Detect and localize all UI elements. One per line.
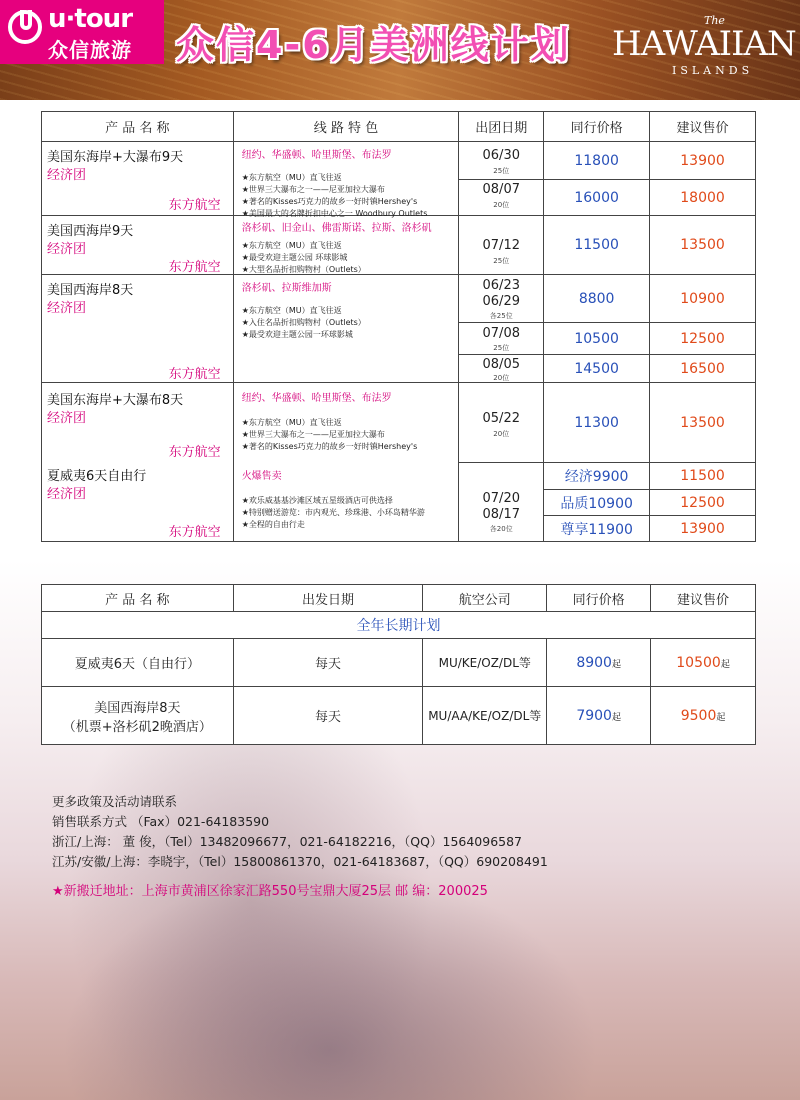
seat-count: 25位 (493, 257, 510, 265)
table-row[interactable] (42, 639, 756, 687)
product-name-cell (42, 687, 234, 745)
departure-date: 08/17 (482, 507, 520, 522)
feature-title: 洛杉矶、旧金山、佛雷斯诺、拉斯、洛杉矶 (241, 223, 432, 234)
product-airline: 东方航空 (168, 260, 221, 275)
seat-count: 25位 (493, 167, 510, 175)
seat-count: 20位 (493, 201, 510, 209)
price-suffix: 起 (611, 712, 621, 723)
date-cell (459, 275, 544, 323)
price-suffix: 起 (611, 659, 621, 670)
table-row[interactable] (42, 142, 756, 180)
date-cell (459, 142, 544, 180)
product-name-cell (42, 142, 234, 216)
table-header-row (42, 112, 756, 142)
product-title: 美国西海岸8天 (94, 700, 181, 716)
departure-date: 07/12 (482, 238, 520, 253)
feature-line: ★大型名品折扣购物村（Outlets） (241, 265, 366, 274)
group-tour-table (41, 111, 756, 542)
product-name-cell (42, 275, 234, 383)
product-airline: 东方航空 (168, 198, 221, 213)
retail-price: 13500 (650, 383, 756, 463)
section-row (42, 612, 756, 639)
product-name-cell (42, 216, 234, 275)
peer-price: 11300 (544, 383, 650, 463)
feature-line: ★全程的自由行走 (241, 519, 305, 529)
header-banner (0, 0, 800, 100)
retail-price: 13900 (650, 142, 756, 180)
table-row[interactable] (42, 463, 756, 490)
peer-price: 8900 (576, 654, 612, 671)
retail-price-cell (651, 639, 756, 687)
departure-date: 08/05 (482, 357, 520, 372)
feature-line: ★美国最大的名牌折扣中心之一 Woodbury Outlets (241, 209, 428, 218)
product-subtitle: （机票+洛杉矶2晚酒店） (62, 719, 212, 735)
seat-count: 各20位 (489, 525, 513, 533)
peer-price-cell (547, 687, 651, 745)
feature-line: ★东方航空（MU）直飞往返 (241, 306, 342, 315)
hawaii-logo-the: The (704, 14, 725, 27)
retail-price: 13900 (650, 516, 756, 542)
product-title: 美国西海岸9天 (47, 224, 134, 239)
contact-jiangsu: 江苏/安徽/上海：李晓宇，（Tel）15800861370，021-64183687，（QQ）690208491 (52, 854, 548, 869)
col-header-departure: 出发日期 (233, 585, 423, 612)
col-header-peer-price: 同行价格 (547, 585, 651, 612)
feature-line: ★欢乐威基基沙滩区域五星级酒店可供选择 (241, 495, 393, 505)
peer-price-tier: 尊享11900 (544, 516, 650, 542)
product-name-cell (42, 639, 234, 687)
table-row[interactable] (42, 275, 756, 323)
table-header-row (42, 585, 756, 612)
col-header-product: 产 品 名 称 (42, 112, 234, 142)
feature-cell (233, 463, 459, 542)
long-term-plan-table (41, 584, 756, 745)
section-title: 全年长期计划 (42, 612, 756, 639)
feature-line: ★世界三大瀑布之一——尼亚加拉大瀑布 (241, 185, 385, 194)
contact-zhejiang: 浙江/上海： 董 俊，（Tel）13482096677，021-64182216，（QQ）1564096587 (52, 834, 523, 849)
feature-cell (233, 216, 459, 275)
feature-title: 纽约、华盛顿、哈里斯堡、布法罗 (241, 150, 392, 161)
product-name-cell (42, 463, 234, 542)
feature-line: ★特别赠送游览：市内观光、珍珠港、小环岛精华游 (241, 507, 425, 517)
hawaiian-islands-logo (612, 14, 796, 84)
feature-line: ★世界三大瀑布之一——尼亚加拉大瀑布 (241, 430, 385, 439)
retail-price: 13500 (650, 216, 756, 275)
contact-intro: 更多政策及活动请联系 (52, 794, 178, 809)
feature-line: ★东方航空（MU）直飞往返 (241, 241, 342, 250)
feature-title: 火爆售卖 (241, 470, 282, 482)
feature-title: 洛杉矶、拉斯维加斯 (241, 283, 332, 294)
airline-cell: MU/AA/KE/OZ/DL等 (423, 687, 547, 745)
retail-price: 10900 (650, 275, 756, 323)
product-type: 经济团 (47, 168, 87, 183)
contact-fax: 销售联系方式 （Fax）021-64183590 (52, 814, 270, 829)
product-title: 美国西海岸8天 (47, 283, 134, 298)
new-address: ★新搬迁地址：上海市黄浦区徐家汇路550号宝鼎大厦25层 邮 编：200025 (52, 884, 488, 899)
product-airline: 东方航空 (168, 367, 221, 382)
departure-date: 05/22 (482, 411, 520, 426)
date-cell (459, 180, 544, 216)
date-cell (459, 463, 544, 542)
feature-line: ★著名的Kisses巧克力的故乡一好时镇Hershey's (241, 442, 418, 451)
date-cell (459, 323, 544, 355)
utour-logo[interactable] (0, 0, 164, 64)
table-row[interactable] (42, 687, 756, 745)
price-suffix: 起 (716, 712, 726, 723)
date-cell (459, 383, 544, 463)
feature-line: ★东方航空（MU）直飞往返 (241, 418, 342, 427)
peer-price: 11800 (544, 142, 650, 180)
retail-price: 16500 (650, 355, 756, 383)
retail-price: 18000 (650, 180, 756, 216)
hawaii-logo-main: HAWAIIAN (612, 24, 796, 64)
product-title: 美国东海岸+大瀑布9天 (47, 150, 184, 165)
departure-date: 07/20 (482, 491, 520, 506)
seat-count: 25位 (493, 344, 510, 352)
table-row[interactable] (42, 383, 756, 463)
feature-cell (233, 142, 459, 216)
peer-price: 16000 (544, 180, 650, 216)
logo-text-cn: 众信旅游 (48, 38, 132, 62)
peer-price: 14500 (544, 355, 650, 383)
product-airline: 东方航空 (168, 524, 221, 540)
date-cell (459, 355, 544, 383)
feature-cell (233, 383, 459, 463)
table-row[interactable] (42, 216, 756, 275)
departure-cell: 每天 (233, 687, 423, 745)
peer-price-tier: 经济9900 (544, 463, 650, 490)
peer-price: 8800 (544, 275, 650, 323)
product-type: 经济团 (47, 486, 87, 502)
col-header-retail-price: 建议售价 (651, 585, 756, 612)
feature-title: 纽约、华盛顿、哈里斯堡、布法罗 (241, 393, 392, 404)
retail-price-cell (651, 687, 756, 745)
hawaii-logo-sub: ISLANDS (672, 64, 754, 77)
retail-price: 12500 (650, 490, 756, 516)
retail-price: 12500 (650, 323, 756, 355)
product-type: 经济团 (47, 242, 87, 257)
departure-cell: 每天 (233, 639, 423, 687)
departure-date: 06/30 (482, 148, 520, 163)
peer-price-tier: 品质10900 (544, 490, 650, 516)
col-header-date: 出团日期 (459, 112, 544, 142)
departure-date: 07/08 (482, 326, 520, 341)
peer-price-cell (547, 639, 651, 687)
product-airline: 东方航空 (168, 445, 221, 460)
peer-price: 11500 (544, 216, 650, 275)
retail-price: 11500 (650, 463, 756, 490)
product-title: 夏威夷6天自由行 (47, 468, 147, 484)
departure-date: 06/29 (482, 294, 520, 309)
feature-line: ★最受欢迎主题公园 环球影城 (241, 253, 348, 262)
seat-count: 20位 (493, 430, 510, 438)
peer-price: 10500 (544, 323, 650, 355)
feature-line: ★东方航空（MU）直飞往返 (241, 173, 342, 182)
peer-price: 7900 (576, 707, 612, 724)
col-header-retail-price: 建议售价 (650, 112, 756, 142)
product-title: 夏威夷6天（自由行） (74, 657, 200, 672)
col-header-airline: 航空公司 (423, 585, 547, 612)
price-suffix: 起 (720, 659, 730, 670)
contact-info (52, 792, 548, 872)
seat-count: 各25位 (489, 312, 513, 320)
seat-count: 20位 (493, 374, 510, 382)
logo-text-en: u·tour (48, 4, 133, 34)
col-header-features: 线 路 特 色 (233, 112, 459, 142)
departure-date: 08/07 (482, 182, 520, 197)
retail-price: 10500 (676, 654, 721, 671)
page-title: 众信4-6月美洲线计划 (176, 23, 571, 67)
product-type: 经济团 (47, 411, 87, 426)
departure-date: 06/23 (482, 278, 520, 293)
feature-line: ★入住名品折扣购物村（Outlets） (241, 318, 366, 327)
feature-line: ★最受欢迎主题公园一环球影城 (241, 330, 353, 339)
feature-line: ★著名的Kisses巧克力的故乡一好时镇Hershey's (241, 197, 418, 206)
col-header-peer-price: 同行价格 (544, 112, 650, 142)
date-cell (459, 216, 544, 275)
utour-logo-icon (8, 10, 42, 44)
retail-price: 9500 (680, 707, 717, 724)
product-name-cell (42, 383, 234, 463)
product-title: 美国东海岸+大瀑布8天 (47, 393, 184, 408)
airline-cell: MU/KE/OZ/DL等 (423, 639, 547, 687)
product-type: 经济团 (47, 301, 87, 316)
feature-cell (233, 275, 459, 383)
col-header-product: 产 品 名 称 (42, 585, 234, 612)
